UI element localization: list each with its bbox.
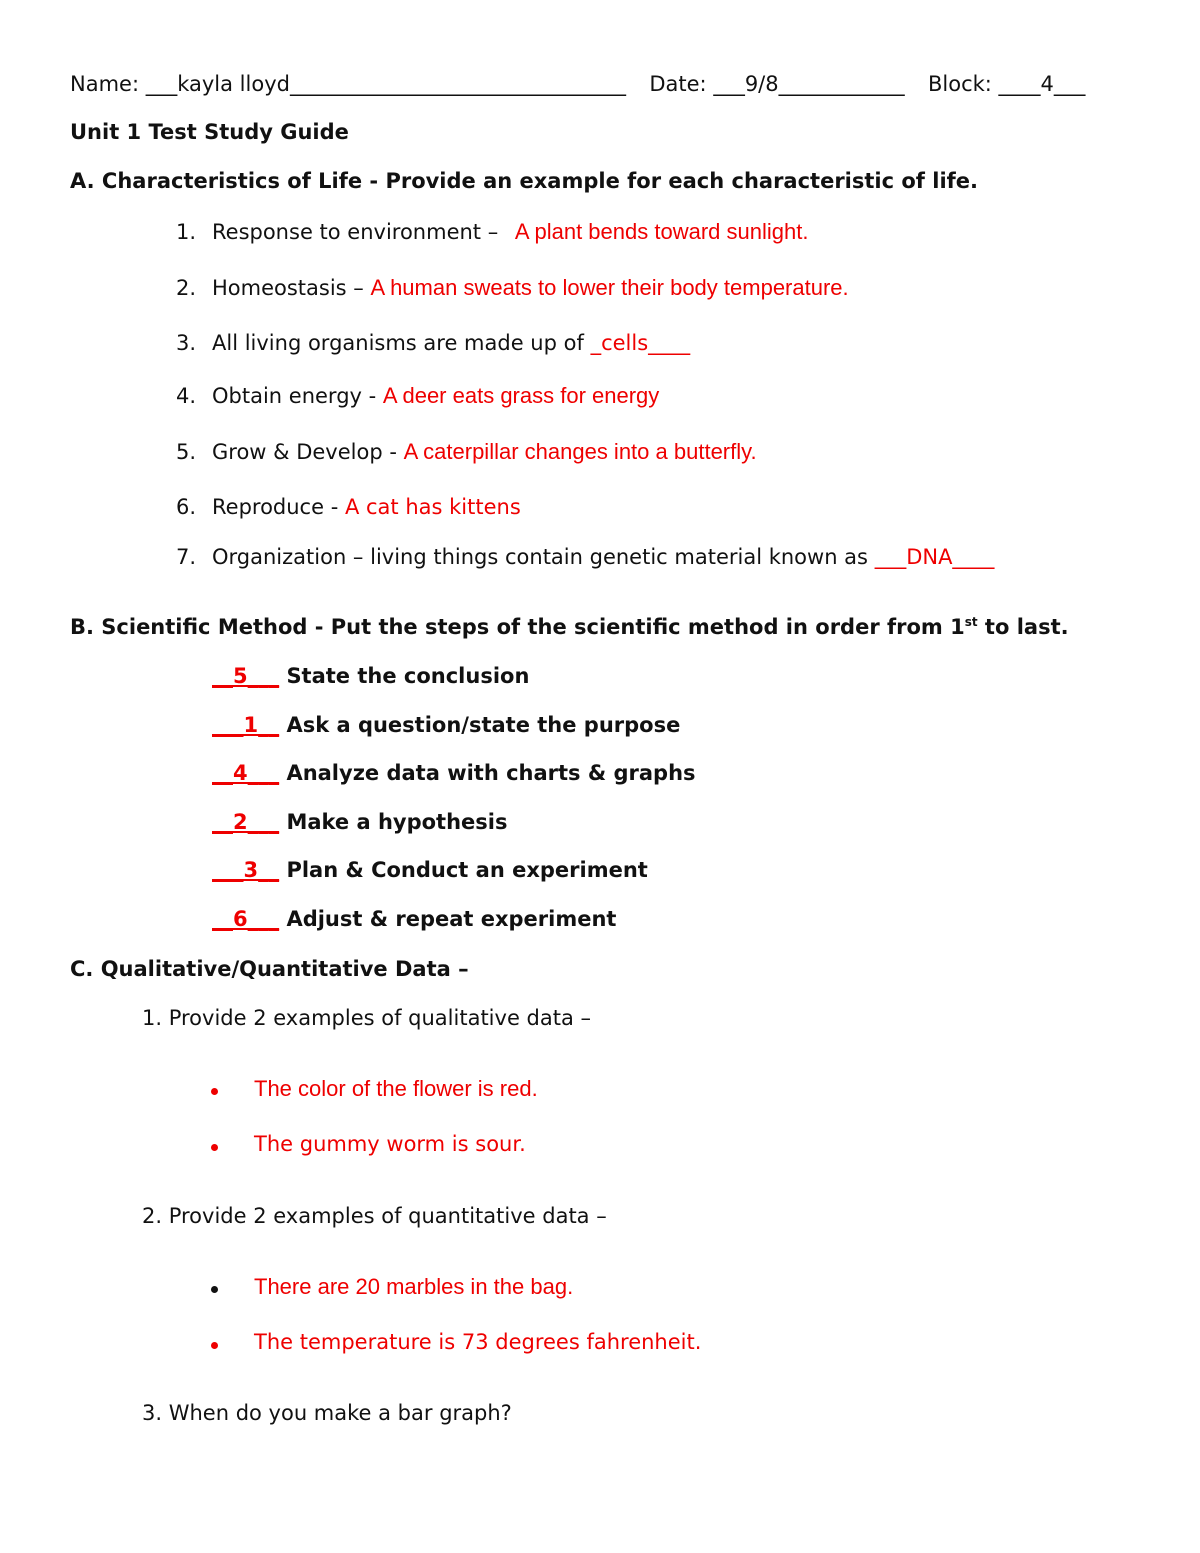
step-item [212, 907, 616, 931]
header-line [70, 72, 1085, 96]
list-item: 4. Obtain energy - A deer eats grass for energy [176, 383, 660, 408]
answer-text: ___DNA____ [874, 545, 995, 569]
section-c-heading: C. Qualitative/Quantitative Data – [70, 957, 469, 981]
answer-text: The color of the flower is red. [254, 1076, 538, 1101]
list-item: 2. Homeostasis – A human sweats to lower their body temperature. [176, 275, 849, 300]
step-text: Adjust & repeat experiment [286, 907, 617, 931]
list-item: 7. Organization – living things contain genetic material known as ___DNA____ [176, 545, 995, 569]
step-order-blank: __6___ [212, 907, 280, 931]
step-text: State the conclusion [286, 664, 530, 688]
step-order-blank: ___1__ [212, 713, 280, 737]
step-text: Plan & Conduct an experiment [286, 858, 648, 882]
answer-text: The temperature is 73 degrees fahrenheit. [254, 1330, 702, 1354]
answer-text: There are 20 marbles in the bag. [254, 1274, 574, 1299]
answer-text: A caterpillar changes into a butterfly. [403, 439, 757, 464]
step-item [212, 761, 696, 785]
step-item [212, 810, 507, 834]
step-item [212, 664, 529, 688]
answer-text: The gummy worm is sour. [254, 1132, 526, 1156]
name-value: ___kayla lloyd________________________________ [145, 72, 626, 96]
section-b-heading: B. Scientific Method - Put the steps of the scientific method in order from 1st to last. [70, 615, 1069, 639]
list-item: 6. Reproduce - A cat has kittens [176, 495, 521, 519]
block-label: Block: [927, 72, 992, 96]
step-order-blank: __4___ [212, 761, 280, 785]
step-text: Ask a question/state the purpose [286, 713, 681, 737]
block-value: ____4___ [998, 72, 1086, 96]
step-order-blank: ___3__ [212, 858, 280, 882]
step-text: Make a hypothesis [286, 810, 508, 834]
answer-text: _cells____ [590, 331, 691, 355]
step-item [212, 858, 648, 882]
question-3: 3. When do you make a bar graph? [142, 1401, 512, 1425]
date-value: ___9/8____________ [713, 72, 905, 96]
step-order-blank: __2___ [212, 810, 280, 834]
bullet-icon [211, 1088, 218, 1095]
answer-text: A human sweats to lower their body temperature. [370, 275, 849, 300]
list-item: 5. Grow & Develop - A caterpillar changes into a butterfly. [176, 439, 757, 464]
step-text: Analyze data with charts & graphs [286, 761, 696, 785]
bullet-icon [211, 1286, 218, 1293]
step-item [212, 713, 680, 737]
question-1: 1. Provide 2 examples of qualitative data – [142, 1006, 592, 1030]
bullet-icon [211, 1144, 218, 1151]
list-item: 1. Response to environment – A plant bends toward sunlight. [176, 219, 809, 244]
list-item: 3. All living organisms are made up of _cells____ [176, 331, 691, 355]
answer-text: A cat has kittens [344, 495, 521, 519]
name-label: Name: [70, 72, 140, 96]
question-2: 2. Provide 2 examples of quantitative data – [142, 1204, 607, 1228]
answer-text: A plant bends toward sunlight. [514, 219, 809, 244]
step-order-blank: __5___ [212, 664, 280, 688]
page-title: Unit 1 Test Study Guide [70, 120, 349, 144]
answer-text: A deer eats grass for energy [382, 383, 660, 408]
section-a-heading: A. Characteristics of Life - Provide an example for each characteristic of life. [70, 169, 979, 193]
bullet-icon [211, 1342, 218, 1349]
date-label: Date: [649, 72, 707, 96]
